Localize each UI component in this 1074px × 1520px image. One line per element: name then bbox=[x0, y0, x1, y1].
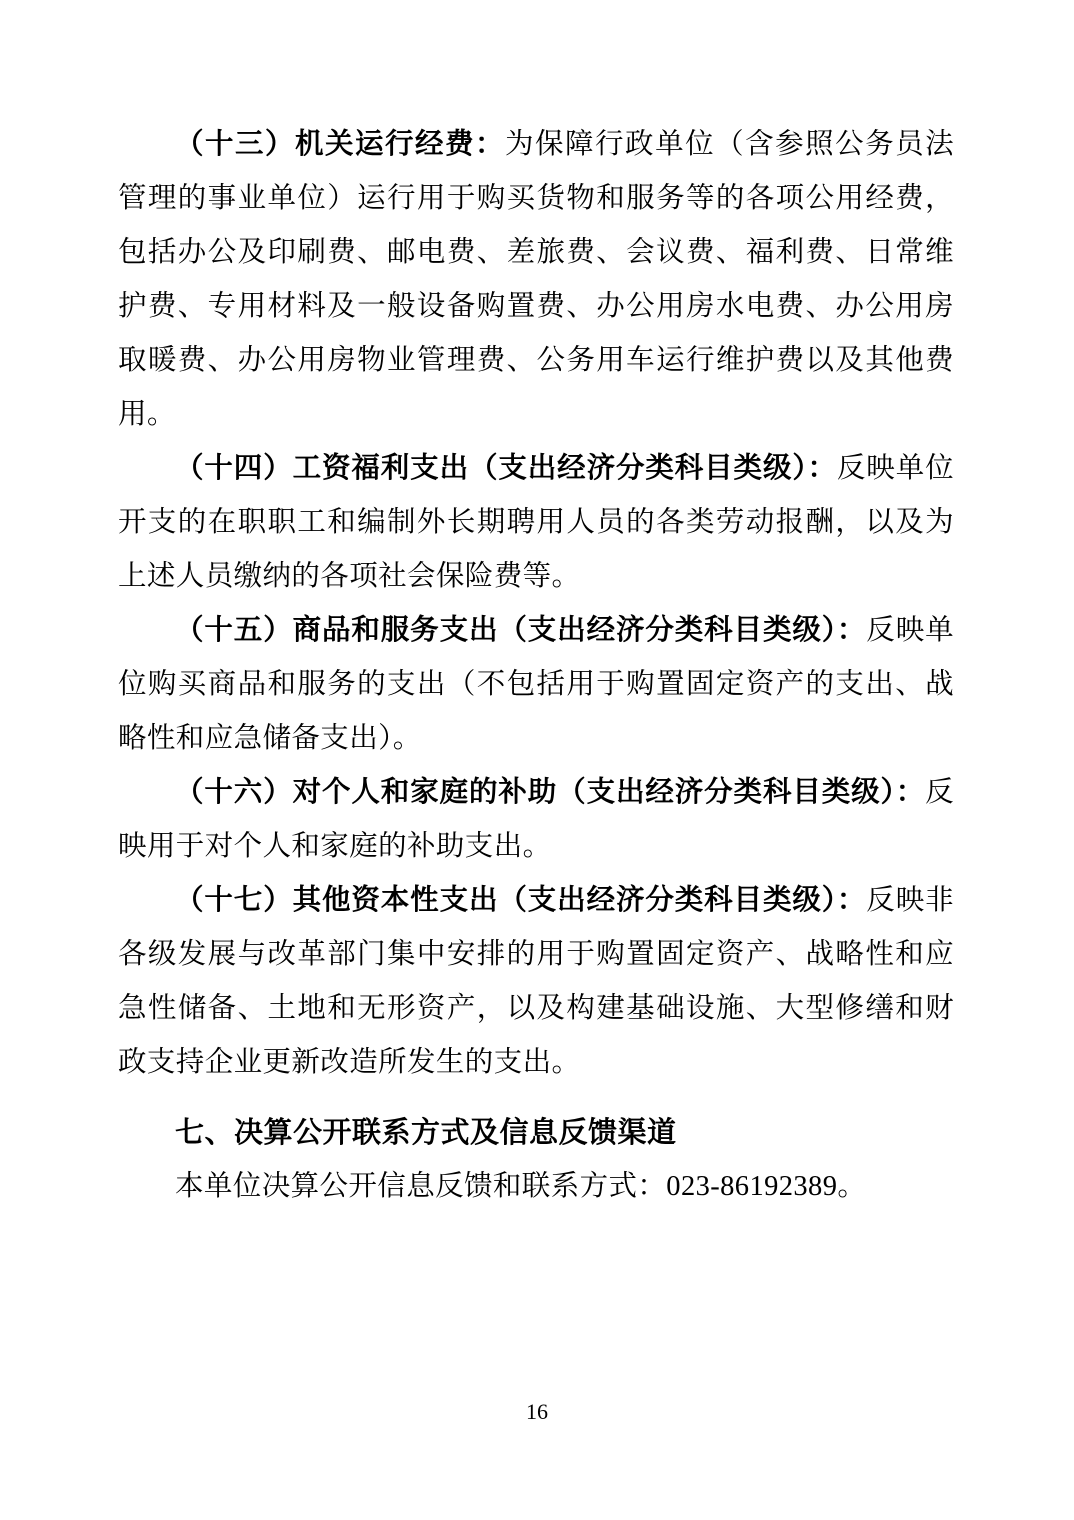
paragraph-item-17 bbox=[118, 874, 954, 1090]
paragraph-item-13 bbox=[118, 118, 954, 442]
paragraph-body: 反映非各级发展与改革部门集中安排的用于购置固定资产、战略性和应急性储备、土地和无形资产，以及构建基础设施、大型修缮和财政支持企业更新改造所发生的支出。 bbox=[118, 885, 954, 1078]
paragraph-lead: （十三）机关运行经费： bbox=[175, 129, 506, 160]
paragraph-body: 反映单位开支的在职职工和编制外长期聘用人员的各类劳动报酬，以及为上述人员缴纳的各项社会保险费等。 bbox=[118, 453, 954, 592]
page-number: 16 bbox=[526, 1399, 548, 1424]
paragraph-body: 为保障行政单位（含参照公务员法管理的事业单位）运行用于购买货物和服务等的各项公用经费，包括办公及印刷费、邮电费、差旅费、会议费、福利费、日常维护费、专用材料及一般设备购置费、办公用房水电费、办公用房取暖费、办公用房物业管理费、公务用车运行维护费以及其他费用。 bbox=[118, 129, 954, 430]
paragraph-lead: （十四）工资福利支出（支出经济分类科目类级）： bbox=[175, 453, 837, 484]
paragraph-item-14 bbox=[118, 442, 954, 604]
paragraph-body: 反映用于对个人和家庭的补助支出。 bbox=[118, 777, 954, 862]
paragraph-body: 反映单位购买商品和服务的支出（不包括用于购置固定资产的支出、战略性和应急储备支出）。 bbox=[118, 615, 954, 754]
paragraph-item-15 bbox=[118, 604, 954, 766]
section-body: 本单位决算公开信息反馈和联系方式：023-86192389。 bbox=[175, 1171, 867, 1202]
paragraph-lead: （十六）对个人和家庭的补助（支出经济分类科目类级）： bbox=[175, 777, 926, 808]
paragraph-lead: （十七）其他资本性支出（支出经济分类科目类级）： bbox=[175, 885, 867, 916]
paragraph-item-16 bbox=[118, 766, 954, 874]
section-heading: 七、决算公开联系方式及信息反馈渠道 bbox=[175, 1117, 677, 1149]
paragraph-lead: （十五）商品和服务支出（支出经济分类科目类级）： bbox=[175, 615, 867, 646]
